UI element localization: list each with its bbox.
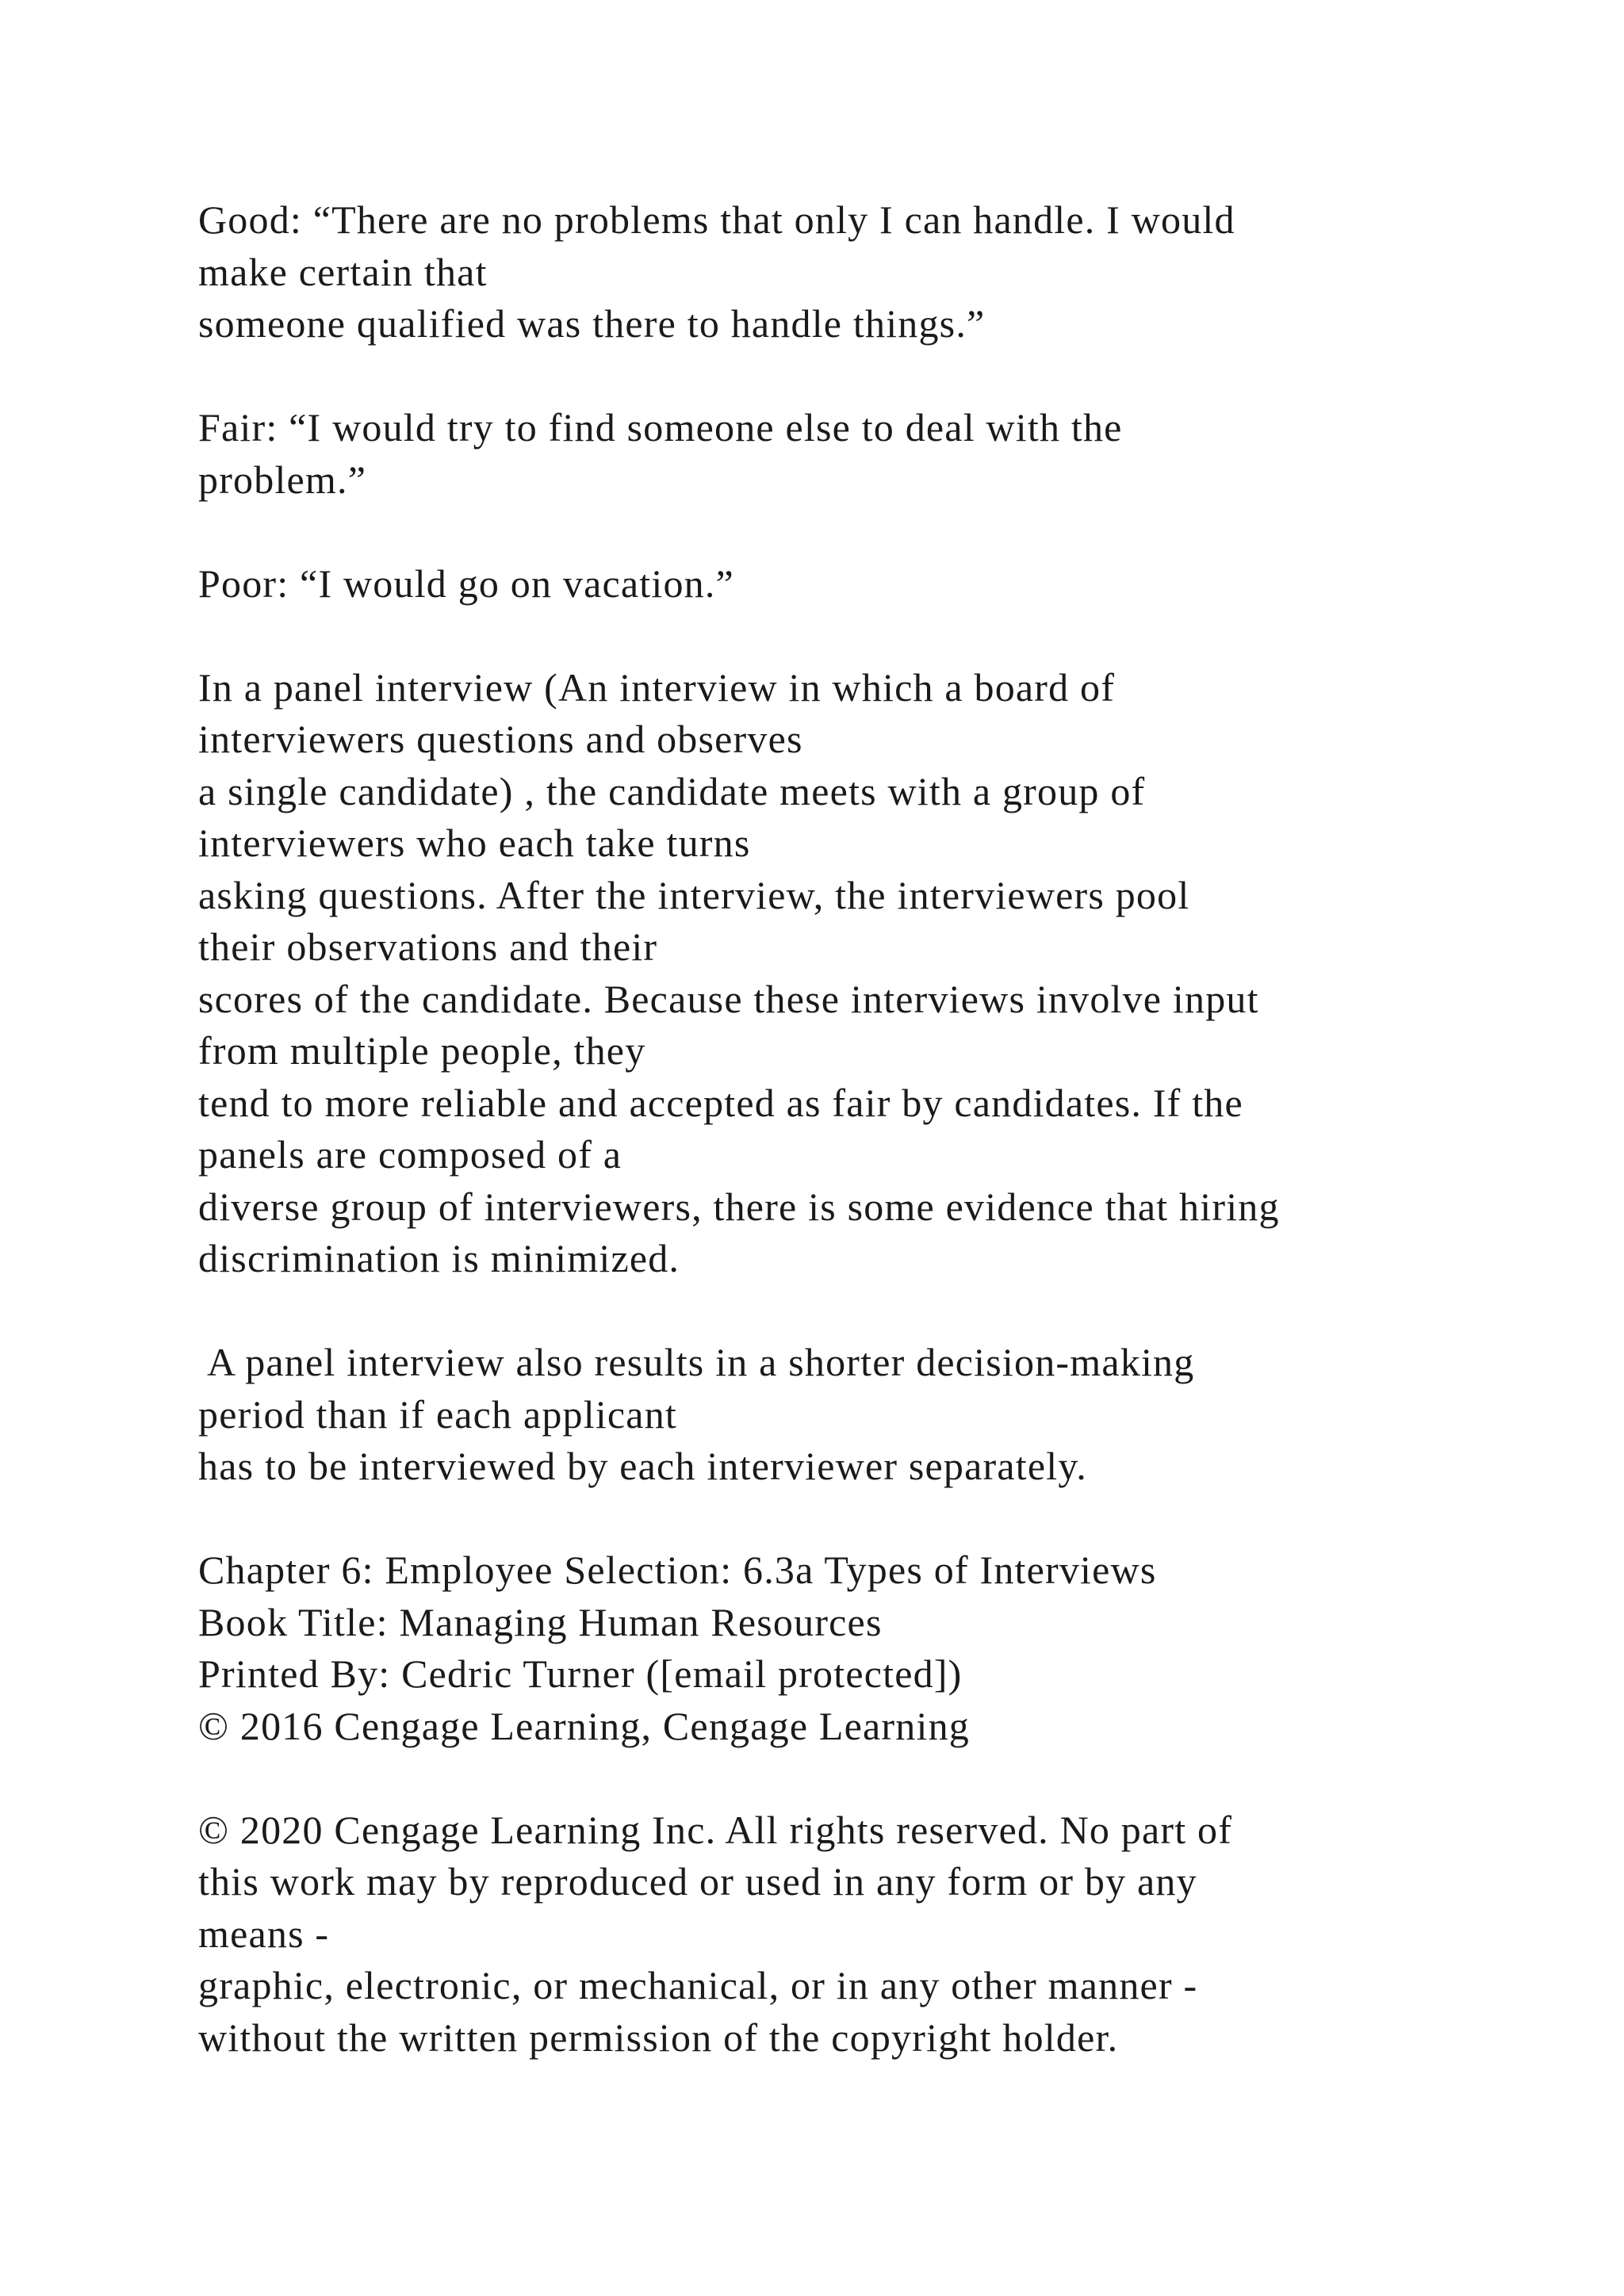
rights-line: means -	[198, 1911, 330, 1956]
text-line: A panel interview also results in a shorter decision-making	[198, 1340, 1195, 1384]
text-line: tend to more reliable and accepted as fair by candidates. If the	[198, 1080, 1243, 1125]
text-line: Good: “There are no problems that only I can handle. I would	[198, 197, 1235, 242]
blank-line	[198, 1493, 1594, 1545]
text-line: their observations and their	[198, 924, 658, 969]
text-line: In a panel interview (An interview in which a board of	[198, 664, 1116, 710]
text-line: diverse group of interviewers, there is some evidence that hiring	[198, 1184, 1280, 1229]
text-line: scores of the candidate. Because these interviews involve input	[198, 976, 1259, 1021]
text-line: period than if each applicant	[198, 1391, 677, 1437]
book-title-line: Book Title: Managing Human Resources	[198, 1599, 883, 1644]
text-line: make certain that	[198, 249, 488, 294]
blank-line	[198, 1752, 1594, 1804]
text-line: someone qualified was there to handle things.”	[198, 301, 986, 346]
blank-line	[198, 610, 1594, 662]
text-line: Fair: “I would try to find someone else to deal with the	[198, 405, 1123, 450]
text-line: interviewers who each take turns	[198, 821, 751, 865]
text-line: discrimination is minimized.	[198, 1236, 680, 1280]
text-line: a single candidate) , the candidate meets with a group of	[198, 768, 1146, 813]
text-line: from multiple people, they	[198, 1028, 646, 1073]
blank-line	[198, 1285, 1594, 1337]
text-line: Poor: “I would go on vacation.”	[198, 561, 734, 606]
rights-line: without the written permission of the copyright holder.	[198, 2015, 1119, 2060]
text-line: has to be interviewed by each interviewer separately.	[198, 1444, 1087, 1488]
blank-line	[198, 350, 1594, 403]
rights-line: © 2020 Cengage Learning Inc. All rights reserved. No part of	[198, 1807, 1233, 1852]
rights-line: this work may by reproduced or used in any form or by any	[198, 1859, 1197, 1904]
printed-by-line: Printed By: Cedric Turner ([email protected])	[198, 1651, 963, 1696]
text-line: panels are composed of a	[198, 1132, 622, 1177]
document-text	[198, 194, 1594, 2064]
text-line: problem.”	[198, 457, 367, 502]
text-line: interviewers questions and observes	[198, 717, 803, 761]
text-line: asking questions. After the interview, the interviewers pool	[198, 872, 1190, 917]
copyright-line: © 2016 Cengage Learning, Cengage Learning	[198, 1703, 970, 1748]
blank-line	[198, 506, 1594, 558]
chapter-line: Chapter 6: Employee Selection: 6.3a Types of Interviews	[198, 1548, 1157, 1592]
rights-line: graphic, electronic, or mechanical, or in any other manner -	[198, 1963, 1198, 2007]
